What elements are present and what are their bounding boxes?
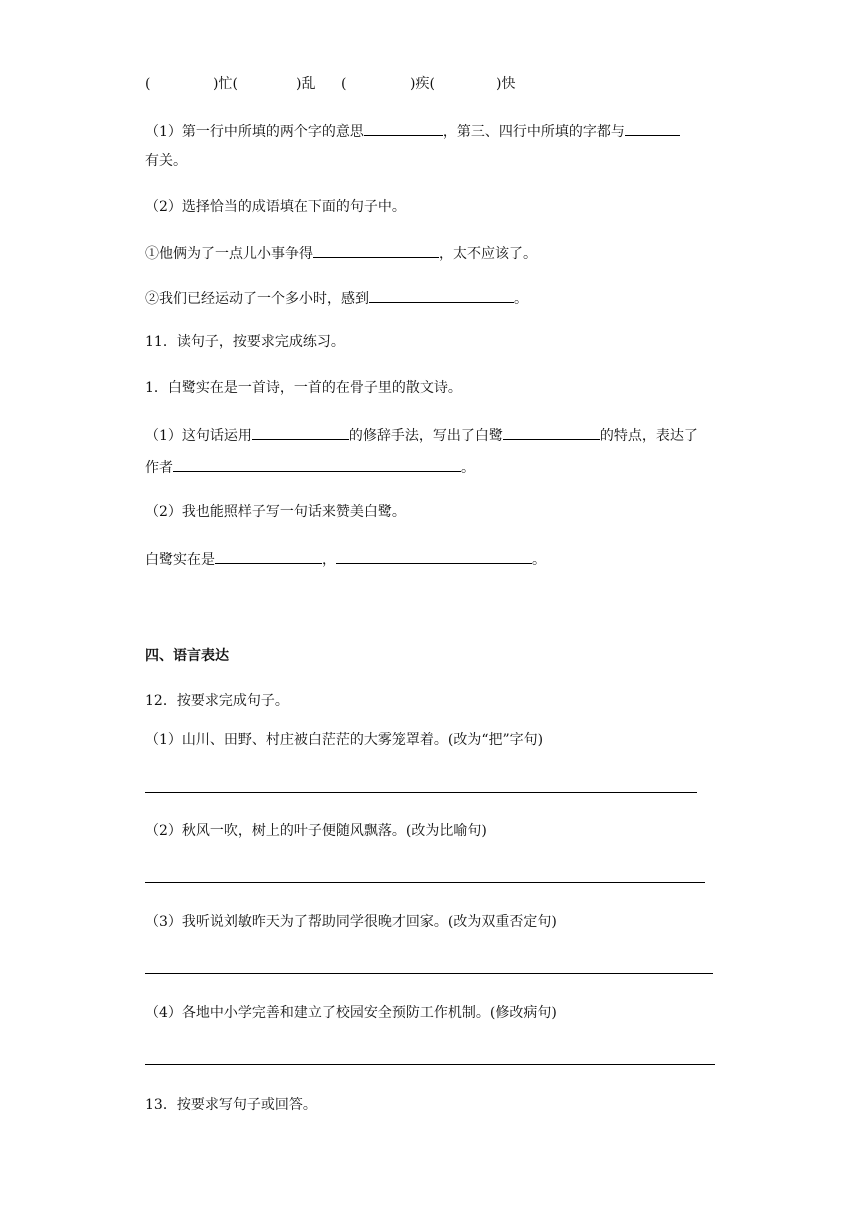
q10-part2-sentence2 [145,287,528,309]
q10-part2-sentence1 [145,242,537,264]
fill-text-mang: )忙( [213,76,238,92]
answer-blank[interactable] [503,424,600,440]
section-heading: 四、语言表达 [145,648,229,664]
q13-title: 13．按要求写句子或回答。 [145,1097,317,1113]
sentence-text: 的修辞手法，写出了白鹭 [348,428,503,444]
fill-text-kuai: )快 [496,76,516,92]
q11-part1-line2 [145,456,475,478]
q10-part1-text-a: （1）第一行中所填的两个字的意思 [145,124,364,140]
sentence-text: 。 [514,291,528,307]
paren-open-2: ( [341,76,347,92]
answer-line[interactable] [145,882,705,883]
q10-part1-text-b: ，第三、四行中所填的字都与 [442,124,625,140]
q10-part1-line2: 有关。 [145,153,187,169]
answer-blank[interactable] [173,456,461,472]
fill-text-luan: )乱 [296,76,316,92]
q12-item-4: （4）各地中小学完善和建立了校园安全预防工作机制。(修改病句) [145,1005,557,1021]
sentence-text: 白鹭实在是 [145,552,215,568]
answer-line[interactable] [145,973,713,974]
q12-item-1: （1）山川、田野、村庄被白茫茫的大雾笼罩着。(改为“把”字句) [145,732,544,748]
sentence-text: ①他俩为了一点儿小事争得 [145,246,313,262]
q10-part2-title: （2）选择恰当的成语填在下面的句子中。 [145,199,406,215]
fill-text-ji: )疾( [410,76,435,92]
q12-item-2: （2）秋风一吹，树上的叶子便随风飘落。(改为比喻句) [145,823,487,839]
sentence-text: ②我们已经运动了一个多小时，感到 [145,291,369,307]
sentence-text: ，太不应该了。 [439,246,537,262]
q11-title: 11．读句子，按要求完成练习。 [145,334,345,350]
q12-title: 12．按要求完成句子。 [145,693,289,709]
paren-open-1: ( [145,76,151,92]
answer-blank[interactable] [336,548,532,564]
sentence-text: ， [322,552,336,568]
q12-item-3: （3）我听说刘敏昨天为了帮助同学很晚才回家。(改为双重否定句) [145,914,557,930]
answer-blank[interactable] [369,287,514,303]
sentence-text: 的特点，表达了 [599,428,698,444]
sentence-text: 。 [461,460,475,476]
q11-sentence: 1．白鹭实在是一首诗，一首的在骨子里的散文诗。 [145,380,462,396]
answer-blank[interactable] [313,242,439,258]
answer-blank[interactable] [364,120,443,136]
q10-part1-line1 [145,120,680,142]
answer-line[interactable] [145,792,697,793]
sentence-text: 作者 [145,460,173,476]
sentence-text: （1）这句话运用 [145,428,252,444]
q11-part2-title: （2）我也能照样子写一句话来赞美白鹭。 [145,504,406,520]
q11-part1-line1 [145,424,698,446]
answer-line[interactable] [145,1064,715,1065]
answer-blank[interactable] [625,120,680,136]
answer-blank[interactable] [215,548,322,564]
answer-blank[interactable] [252,424,349,440]
sentence-text: 。 [532,552,546,568]
q11-part2-answer [145,548,546,570]
